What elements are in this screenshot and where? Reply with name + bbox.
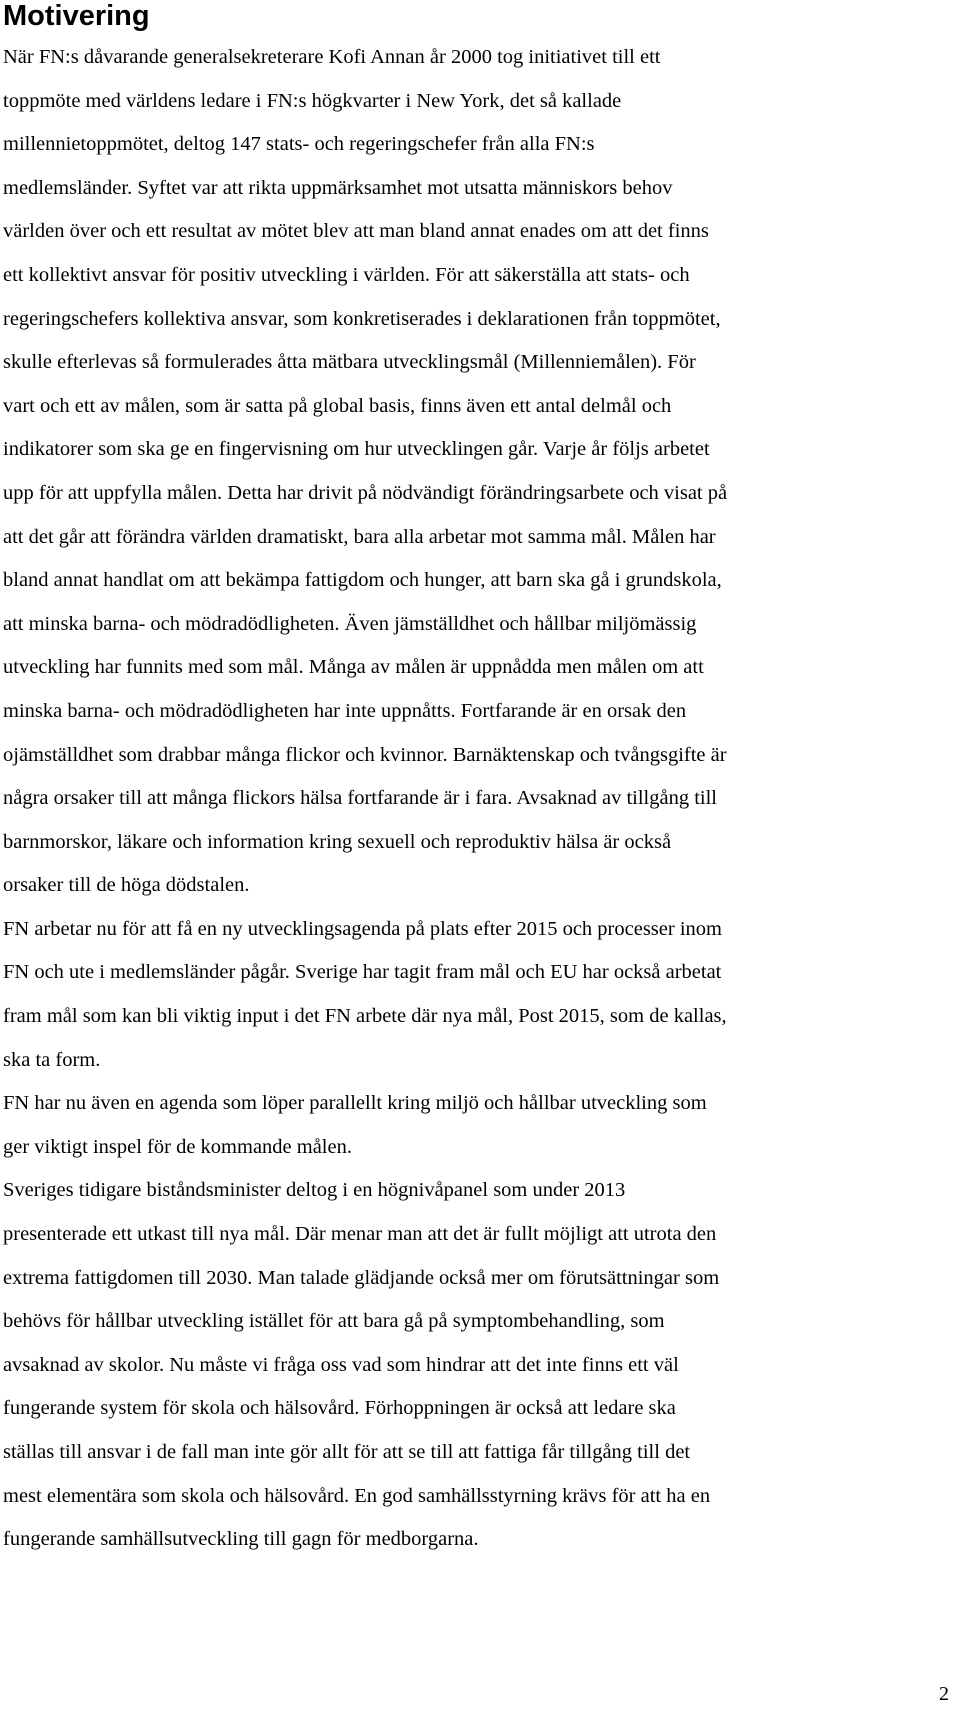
text-line: FN och ute i medlemsländer pågår. Sverige har tagit fram mål och EU har också arbetat <box>3 961 722 984</box>
paragraph <box>3 1169 953 1561</box>
text-line: fungerande samhällsutveckling till gagn för medborgarna. <box>3 1528 479 1551</box>
text-line: att det går att förändra världen dramatiskt, bara alla arbetar mot samma mål. Målen har <box>3 525 716 548</box>
text-line: upp för att uppfylla målen. Detta har drivit på nödvändigt förändringsarbete och visat på <box>3 481 728 504</box>
text-line: indikatorer som ska ge en fingervisning om hur utvecklingen går. Varje år följs arbetet <box>3 438 710 461</box>
text-line: fram mål som kan bli viktig input i det FN arbete där nya mål, Post 2015, som de kallas, <box>3 1005 727 1028</box>
text-line: ojämställdhet som drabbar många flickor och kvinnor. Barnäktenskap och tvångsgifte är <box>3 743 727 766</box>
text-line: fungerande system för skola och hälsovård. Förhoppningen är också att ledare ska <box>3 1397 676 1420</box>
text-line: När FN:s dåvarande generalsekreterare Kofi Annan år 2000 tog initiativet till ett <box>3 46 661 68</box>
document-page <box>3 0 953 1562</box>
section-heading: Motivering <box>3 0 150 32</box>
text-line: bland annat handlat om att bekämpa fattigdom och hunger, att barn ska gå i grundskola, <box>3 569 722 592</box>
text-line: ska ta form. <box>3 1048 101 1071</box>
text-line: vart och ett av målen, som är satta på global basis, finns även ett antal delmål och <box>3 394 672 417</box>
text-line: behövs för hållbar utveckling istället för att bara gå på symptombehandling, som <box>3 1310 665 1333</box>
page-number: 2 <box>939 1683 949 1705</box>
text-line: ger viktigt inspel för de kommande målen. <box>3 1135 352 1158</box>
body-text <box>3 36 953 1562</box>
text-line: orsaker till de höga dödstalen. <box>3 874 250 897</box>
paragraph <box>3 36 953 908</box>
text-line: FN arbetar nu för att få en ny utvecklingsagenda på plats efter 2015 och processer inom <box>3 917 722 940</box>
text-line: toppmöte med världens ledare i FN:s högkvarter i New York, det så kallade <box>3 89 622 112</box>
text-line: ställas till ansvar i de fall man inte gör allt för att se till att fattiga får tillgång till det <box>3 1441 691 1463</box>
text-line: skulle efterlevas så formulerades åtta mätbara utvecklingsmål (Millenniemålen). För <box>3 351 696 374</box>
text-line: millennietoppmötet, deltog 147 stats- och regeringschefer från alla FN:s <box>3 133 595 156</box>
text-line: världen över och ett resultat av mötet blev att man bland annat enades om att det finns <box>3 220 709 243</box>
text-line: presenterade ett utkast till nya mål. Där menar man att det är fullt möjligt att utrota den <box>3 1223 717 1246</box>
text-line: minska barna- och mödradödligheten har inte uppnåtts. Fortfarande är en orsak den <box>3 699 687 722</box>
text-line: utveckling har funnits med som mål. Många av målen är uppnådda men målen om att <box>3 656 704 679</box>
text-line: avsaknad av skolor. Nu måste vi fråga oss vad som hindrar att det inte finns ett väl <box>3 1353 679 1376</box>
paragraph <box>3 908 953 1082</box>
text-line: FN har nu även en agenda som löper parallellt kring miljö och hållbar utveckling som <box>3 1092 707 1115</box>
text-line: mest elementära som skola och hälsovård. En god samhällsstyrning krävs för att ha en <box>3 1484 711 1507</box>
text-line: att minska barna- och mödradödligheten. Även jämställdhet och hållbar miljömässig <box>3 612 697 635</box>
paragraph <box>3 1082 953 1169</box>
text-line: några orsaker till att många flickors hälsa fortfarande är i fara. Avsaknad av tillgång till <box>3 787 717 810</box>
text-line: medlemsländer. Syftet var att rikta uppmärksamhet mot utsatta människors behov <box>3 176 673 199</box>
text-line: regeringschefers kollektiva ansvar, som konkretiserades i deklarationen från toppmötet, <box>3 307 721 330</box>
text-line: extrema fattigdomen till 2030. Man talade glädjande också mer om förutsättningar som <box>3 1266 720 1289</box>
text-line: ett kollektivt ansvar för positiv utveckling i världen. För att säkerställa att stats- och <box>3 263 690 286</box>
text-line: barnmorskor, läkare och information kring sexuell och reproduktiv hälsa är också <box>3 830 672 853</box>
text-line: Sveriges tidigare biståndsminister deltog i en högnivåpanel som under 2013 <box>3 1179 626 1202</box>
